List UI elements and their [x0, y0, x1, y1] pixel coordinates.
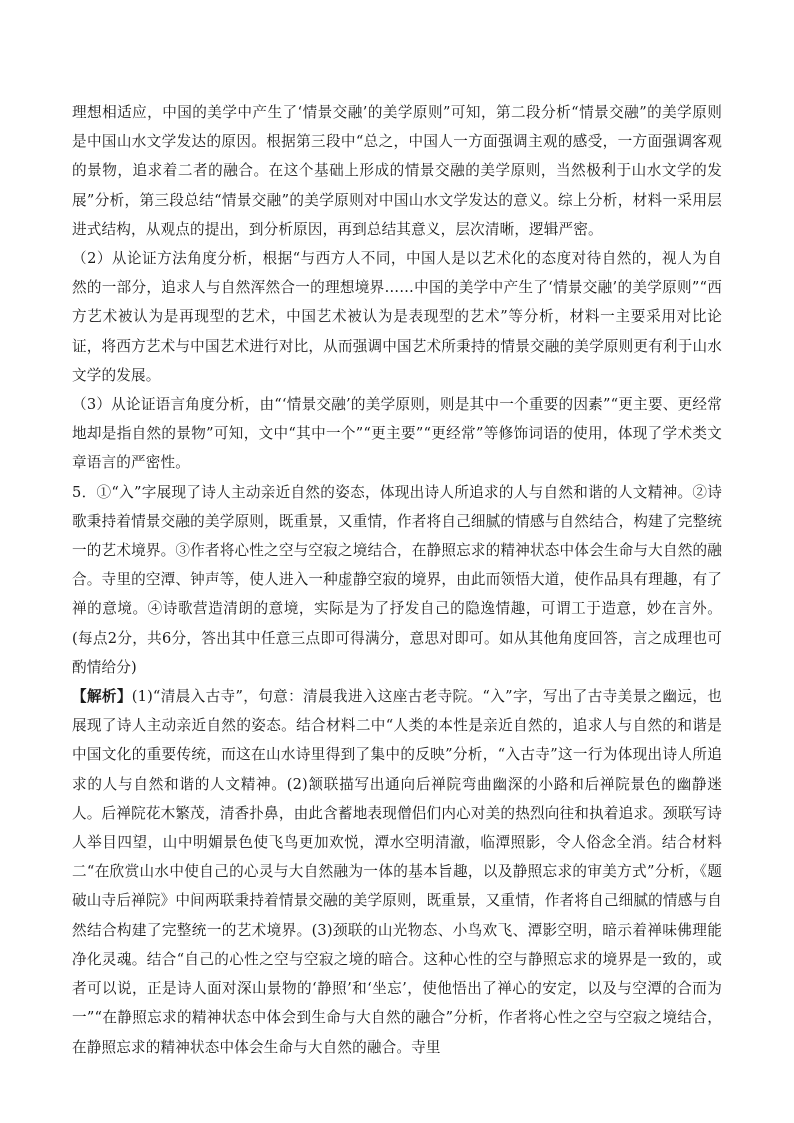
paragraph-argument-method: （2）从论证方法角度分析，根据“与西方人不同，中国人是以艺术化的态度对待自然的，视人为自然的一部分，追求人与自然浑然合一的理想境界……中国的美学中产生了‘情景交融’的美学原则”“西方艺术被认为是再现型的艺术，中国艺术被认为是表现型的艺术”等分析，材料一主要采用对比论证，将西方艺术与中国艺术进行对比，从而强调中国艺术所秉持的情景交融的美学原则更有利于山水文学的发展。: [72, 250, 722, 384]
paragraph-answer-5: 5．①“入”字展现了诗人主动亲近自然的姿态，体现出诗人所追求的人与自然和谐的人文精神。②诗歌秉持着情景交融的美学原则，既重景，又重情，作者将自己细腻的情感与自然结合，构建了完整统一的艺术境界。③作者将心性之空与空寂之境结合，在静照忘求的精神状态中体会生命与大自然的融合。寺里的空潭、钟声等，使人进入一种虚静空寂的境界，由此而领悟大道，使作品具有理趣，有了禅的意境。④诗歌营造清朗的意境，实际是为了抒发自己的隐逸情趣，可谓工于造意，妙在言外。(每点2分，共6分，答出其中任意三点即可得满分，意思对即可。如从其他角度回答，言之成理也可酌情给分): [72, 483, 722, 676]
analysis-label: 【解析】: [72, 688, 132, 706]
analysis-text: (1)“清晨入古寺”，句意：清晨我进入这座古老寺院。“入”字，写出了古寺美景之幽远，也展现了诗人主动亲近自然的姿态。结合材料二中“人类的本性是亲近自然的，追求人与自然的和谐是中国文化的重要传统，而这在山水诗里得到了集中的反映”分析，“入古寺”这一行为体现出诗人所追求的人与自然和谐的人文精神。(2)颔联描写出通向后禅院弯曲幽深的小路和后禅院景色的幽静迷人。后禅院花木繁茂，清香扑鼻，由此含蓄地表现僧侣们内心对美的热烈向往和执着追求。颈联写诗人举目四望，山中明媚景色使飞鸟更加欢悦，潭水空明清澈，临潭照影，令人俗念全消。结合材料二“在欣赏山水中使自己的心灵与大自然融为一体的基本旨趣，以及静照忘求的审美方式”分析，《题破山寺后禅院》中间两联秉持着情景交融的美学原则，既重景，又重情，作者将自己细腻的情感与自然结合构建了完整统一的艺术境界。(3)颈联的山光物态、小鸟欢飞、潭影空明，暗示着禅味佛理能净化灵魂。结合“自己的心性之空与空寂之境的暗合。这种心性的空与静照忘求的境界是一致的，或者可以说，正是诗人面对深山景物的‘静照’和‘坐忘’，使他悟出了禅心的安定，以及与空潭的合而为一”“在静照忘求的精神状态中体会到生命与大自然的融合”分析，作者将心性之空与空寂之境结合，在静照忘求的精神状态中体会生命与大自然的融合。寺里: [72, 688, 723, 1056]
answer-text-body: [72, 98, 722, 1062]
paragraph-analysis: [72, 682, 722, 1062]
paragraph-structure-analysis: 理想相适应，中国的美学中产生了‘情景交融’的美学原则”可知，第二段分析“情景交融”的美学原则是中国山水文学发达的原因。根据第三段中“总之，中国人一方面强调主观的感受，一方面强调客观的景物，追求着二者的融合。在这个基础上形成的情景交融的美学原则，当然极利于山水文学的发展”分析，第三段总结“情景交融”的美学原则对中国山水文学发达的意义。综上分析，材料一采用层进式结构，从观点的提出，到分析原因，再到总结其意义，层次清晰，逻辑严密。: [72, 104, 722, 238]
paragraph-argument-language: （3）从论证语言角度分析，由“‘情景交融’的美学原则，则是其中一个重要的因素”“更主要、更经常地却是指自然的景物”可知，文中“其中一个”“更主要”“更经常”等修饰词语的使用，体现了学术类文章语言的严密性。: [72, 396, 722, 472]
